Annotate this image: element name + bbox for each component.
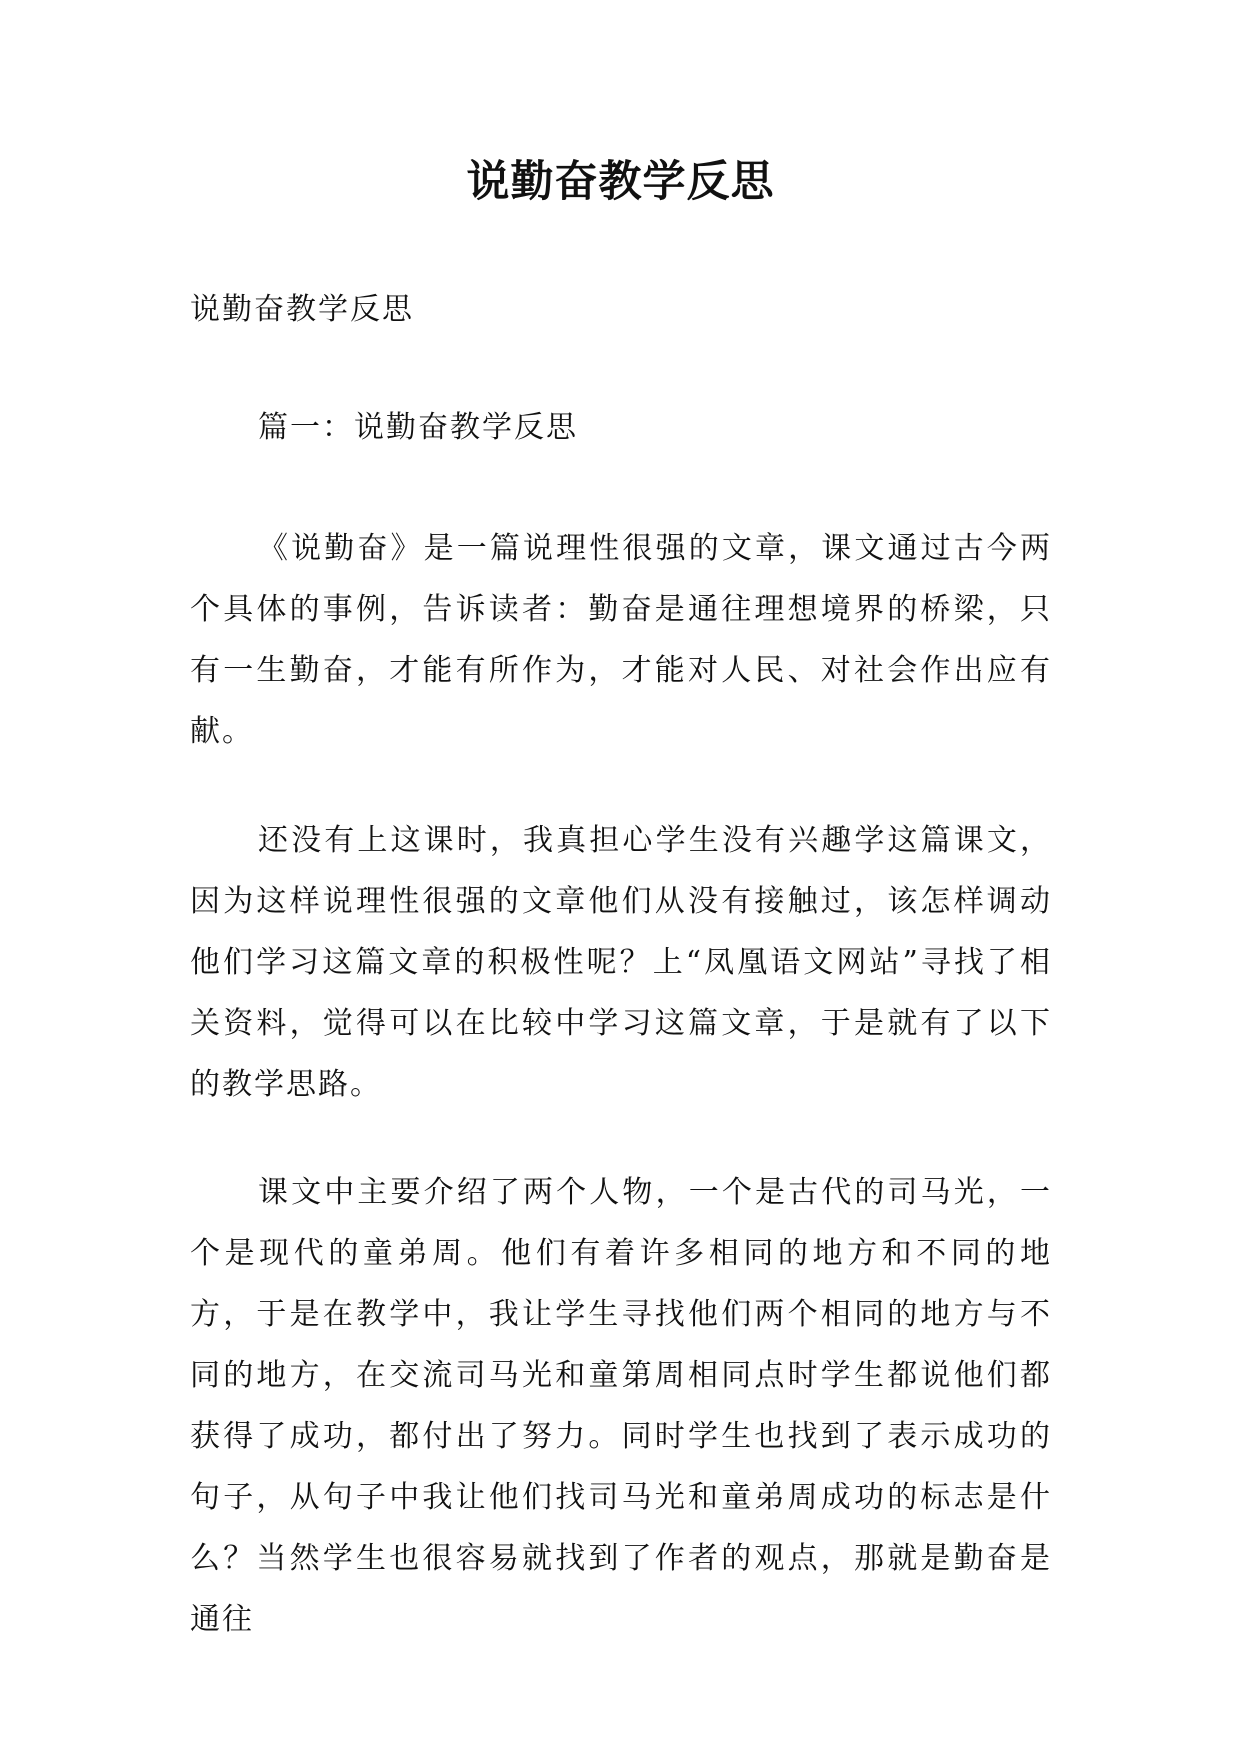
paragraph-1: 《说勤奋》是一篇说理性很强的文章，课文通过古今两个具体的事例，告诉读者：勤奋是通往理想境界的桥梁，只有一生勤奋，才能有所作为，才能对人民、对社会作出应有献。 (190, 531, 1052, 749)
document-title: 说勤奋教学反思 (466, 157, 775, 207)
paragraph-3: 课文中主要介绍了两个人物，一个是古代的司马光，一个是现代的童弟周。他们有着许多相同的地方和不同的地方，于是在教学中，我让学生寻找他们两个相同的地方与不同的地方，在交流司马光和童第周相同点时学生都说他们都获得了成功，都付出了努力。同时学生也找到了表示成功的句子，从句子中我让他们找司马光和童弟周成功的标志是什么？当然学生也很容易就找到了作者的观点，那就是勤奋是通往 (190, 1175, 1052, 1637)
section-heading: 篇一：说勤奋教学反思 (258, 410, 578, 445)
document-subtitle: 说勤奋教学反思 (190, 292, 414, 327)
paragraph-2: 还没有上这课时，我真担心学生没有兴趣学这篇课文，因为这样说理性很强的文章他们从没有接触过，该怎样调动他们学习这篇文章的积极性呢？上“凤凰语文网站”寻找了相关资料，觉得可以在比较中学习这篇文章，于是就有了以下的教学思路。 (190, 823, 1052, 1102)
